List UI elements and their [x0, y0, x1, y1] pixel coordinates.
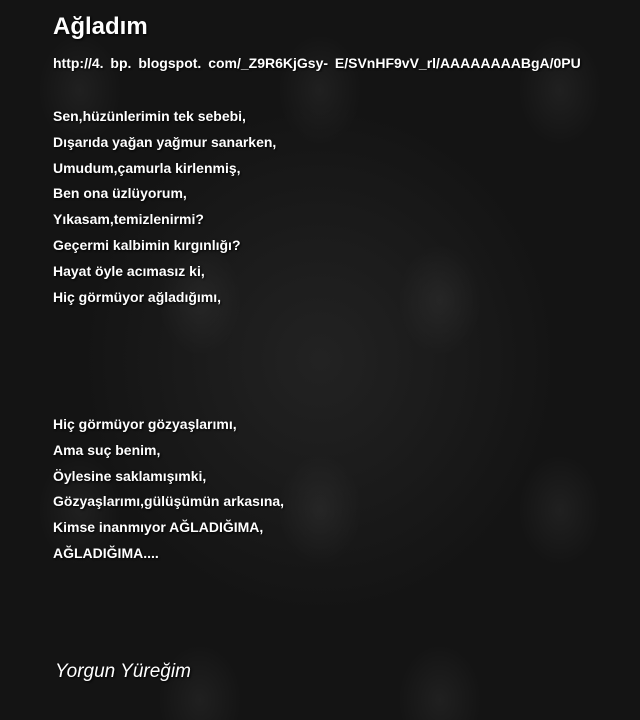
- poem-line: Ama suç benim,: [53, 441, 161, 458]
- poem-source-url: http://4. bp. blogspot. com/_Z9R6KjGsy- E/SVnHF9vV_rl/AAAAAAAABgA/0PU: [53, 55, 581, 71]
- poem-line: Hiç görmüyor ağladığımı,: [53, 288, 222, 305]
- poem-line: Yıkasam,temizlenirmi?: [53, 211, 204, 228]
- poem-title: Ağladım: [53, 13, 148, 40]
- stanza-2: [53, 412, 284, 567]
- poem-line: Hiç görmüyor gözyaşlarımı,: [53, 416, 237, 432]
- poem-line: Geçermi kalbimin kırgınlığı?: [53, 236, 241, 253]
- poem-line: Umudum,çamurla kirlenmiş,: [53, 159, 241, 176]
- poem-line: Gözyaşlarımı,gülüşümün arkasına,: [53, 493, 285, 510]
- poem-line: Dışarıda yağan yağmur sanarken,: [53, 133, 277, 150]
- poem-line: Kimse inanmıyor AĞLADIĞIMA,: [53, 519, 264, 536]
- stanza-1: [53, 104, 276, 310]
- poem-line: AĞLADIĞIMA....: [53, 544, 159, 561]
- poem-line: Ben ona üzlüyorum,: [53, 185, 187, 202]
- poem-line: Hayat öyle acımasız ki,: [53, 262, 205, 279]
- poem-line: Öylesine saklamışımki,: [53, 467, 207, 484]
- poem-author: Yorgun Yüreğim: [55, 661, 191, 682]
- poem-line: Sen,hüzünlerimin tek sebebi,: [53, 108, 246, 124]
